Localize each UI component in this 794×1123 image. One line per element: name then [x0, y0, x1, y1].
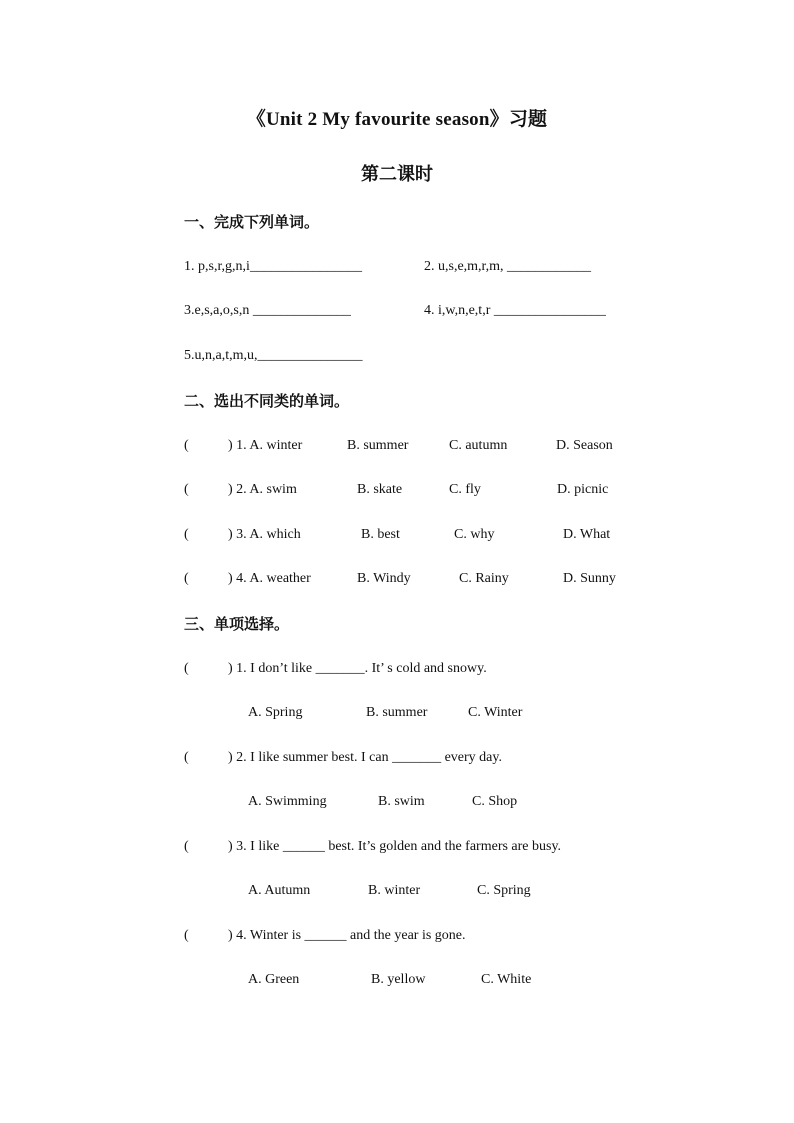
option-c: C. why — [454, 527, 495, 542]
answer-paren: ( — [184, 839, 189, 854]
answer-paren: ( — [184, 571, 189, 586]
spelling-item-1: 1. p,s,r,g,n,i________________ — [184, 259, 362, 274]
answer-paren: ( — [184, 750, 189, 765]
option-c: C. fly — [449, 482, 481, 497]
option-d: D. Season — [556, 438, 613, 453]
option-a: A. Spring — [248, 705, 303, 720]
spelling-item-2: 2. u,s,e,m,r,m, ____________ — [424, 259, 592, 274]
question-text: ) 2. I like summer best. I can _______ every day. — [228, 750, 502, 765]
answer-paren: ( — [184, 438, 189, 453]
option-c: C. Spring — [477, 883, 531, 898]
option-c: C. Winter — [468, 705, 523, 720]
option-a: A. Green — [248, 972, 300, 987]
worksheet-title: 《Unit 2 My favourite season》习题 — [246, 109, 548, 130]
option-b: B. summer — [366, 705, 428, 720]
question-text: ) 1. I don’t like _______. It’ s cold and snowy. — [228, 661, 487, 676]
question-text: ) 3. I like ______ best. It’s golden and the farmers are busy. — [228, 839, 562, 854]
question-number-option-a: ) 4. A. weather — [228, 571, 311, 586]
option-b: B. winter — [368, 883, 421, 898]
option-b: B. best — [361, 527, 400, 542]
option-c: C. autumn — [449, 438, 508, 453]
section-1-heading: 一、完成下列单词。 — [184, 213, 320, 231]
option-b: B. summer — [347, 438, 409, 453]
option-a: A. Swimming — [248, 794, 327, 809]
option-c: C. Rainy — [459, 571, 509, 586]
option-d: D. Sunny — [563, 571, 616, 586]
spelling-item-5: 5.u,n,a,t,m,u,_______________ — [184, 348, 363, 363]
option-d: D. What — [563, 527, 611, 542]
option-b: B. yellow — [371, 972, 426, 987]
option-c: C. White — [481, 972, 532, 987]
question-number-option-a: ) 3. A. which — [228, 527, 301, 542]
spelling-item-3: 3.e,s,a,o,s,n ______________ — [184, 303, 351, 318]
answer-paren: ( — [184, 482, 189, 497]
option-b: B. skate — [357, 482, 403, 497]
spelling-item-4: 4. i,w,n,e,t,r ________________ — [424, 303, 606, 318]
option-b: B. Windy — [357, 571, 411, 586]
section-2-heading: 二、选出不同类的单词。 — [184, 392, 350, 410]
question-number-option-a: ) 1. A. winter — [228, 438, 303, 453]
question-number-option-a: ) 2. A. swim — [228, 482, 297, 497]
option-d: D. picnic — [557, 482, 609, 497]
option-a: A. Autumn — [248, 883, 311, 898]
answer-paren: ( — [184, 661, 189, 676]
section-3-heading: 三、单项选择。 — [184, 615, 290, 633]
option-b: B. swim — [378, 794, 425, 809]
answer-paren: ( — [184, 928, 189, 943]
question-text: ) 4. Winter is ______ and the year is gone. — [228, 928, 466, 943]
option-c: C. Shop — [472, 794, 518, 809]
answer-paren: ( — [184, 527, 189, 542]
lesson-subtitle: 第二课时 — [361, 164, 433, 185]
